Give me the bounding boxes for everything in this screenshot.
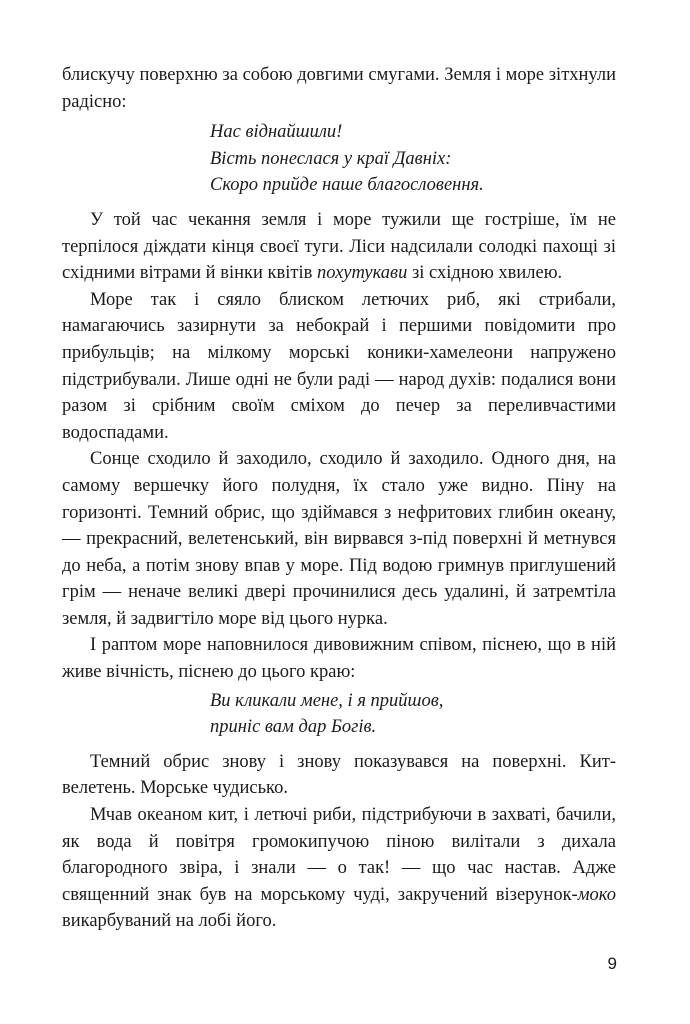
italic-term: моко [577,884,616,905]
opening-paragraph: блискучу поверхню за собою довгими смугами. Земля і море зітхнули радісно: [62,65,616,112]
verse-line: Вість понеслася у краї Давніх: [210,148,452,169]
paragraph-2 [62,207,616,287]
verse-line: Нас віднайшили! [210,122,343,143]
paragraph-text: Мчав океаном кит, і летючі риби, підстрибуючи в захваті, бачили, як вода й повітря громокипучою піною вилітали з дихала благородного звіра, і знали — о так! — що час настав. Адже священний знак був на морському чуді, закручений візерунок- [62,805,616,905]
verse-block-2 [62,686,616,749]
verse-line: приніс вам дар Богів. [210,717,377,738]
paragraph-6: Темний обрис знову і знову показувався на поверхні. Кит-велетень. Морське чудисько. [62,751,616,799]
paragraph-4: Сонце сходило й заходило, сходило й заходило. Одного дня, на самому вершечку його полудня, їх стало уже видно. Піну на горизонті. Темний обрис, що здіймався з нефритових глибин океану, — прекрасний, велетенський, він вирвався з-під поверхні й метнувся до неба, а потім знову впав у море. Під водою гримнув приглушений грім — неначе великі двері прочинилися десь удалині, й затремтіла земля, й задвигтіло море від цього нурка. [62,449,616,629]
page-number: 9 [607,954,617,973]
paragraph-3: Море так і сяяло блиском летючих риб, які стрибали, намагаючись зазирнути за небокрай і першими повідомити про прибульців; на мілкому морські коники-хамелеони напружено підстрибували. Лише одні не були раді — народ духів: подалися вони разом зі срібним своїм сміхом до печер за переливчастими водоспадами. [62,289,616,443]
verse-line: Ви кликали мене, і я прийшов, [210,690,444,711]
book-page [62,62,616,935]
verse-line: Скоро прийде наше благословення. [210,175,484,196]
paragraph-5: І раптом море наповнилося дивовижним співом, піснею, що в ній живе вічність, піснею до цього краю: [62,635,616,683]
paragraph-text: У той час чекання земля і море тужили ще гостріше, їм не терпілося діждати кінця своєї туги. Ліси надсилали солодкі пахощі зі східними вітрами й вінки квітів [62,209,616,284]
paragraph-text: викарбуваний на лобі його. [62,911,277,932]
italic-term: похутукави [316,263,408,284]
paragraph-text: зі східною хвилею. [407,263,563,284]
paragraph-7 [62,802,616,935]
verse-block-1 [62,115,616,207]
